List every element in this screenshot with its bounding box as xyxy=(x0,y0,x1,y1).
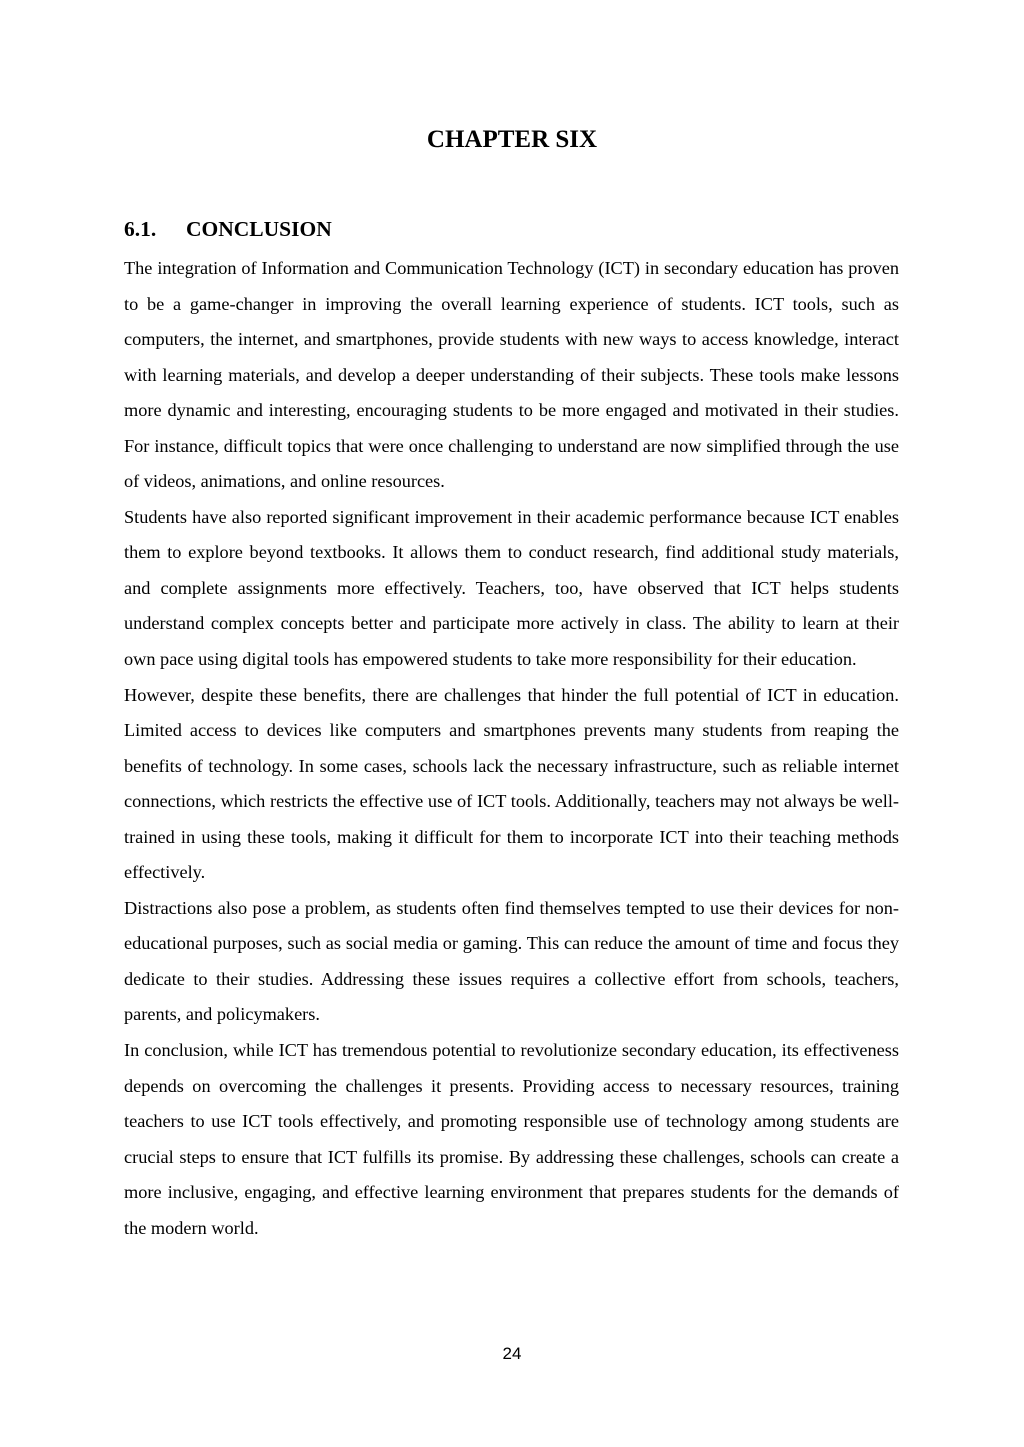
chapter-title: CHAPTER SIX xyxy=(426,126,598,153)
section-title: CONCLUSION xyxy=(186,217,332,241)
paragraph: Students have also reported significant improvement in their academic performance because ICT enables them to explore beyond textbooks. It allows them to conduct research, find additional study materials, and complete assignments more effectively. Teachers, too, have observed that ICT helps students understand complex concepts better and participate more actively in class. The ability to learn at their own pace using digital tools has empowered students to take more responsibility for their education. xyxy=(124,506,899,670)
paragraph: The integration of Information and Communication Technology (ICT) in secondary education has proven to be a game-changer in improving the overall learning experience of students. ICT tools, such as computers, the internet, and smartphones, provide students with new ways to access knowledge, interact with learning materials, and develop a deeper understanding of their subjects. These tools make lessons more dynamic and interesting, encouraging students to be more engaged and motivated in their studies. For instance, difficult topics that were once challenging to understand are now simplified through the use of videos, animations, and online resources. xyxy=(124,258,899,492)
page-number: 24 xyxy=(502,1344,522,1363)
section-number: 6.1. xyxy=(124,217,157,241)
paragraph: Distractions also pose a problem, as students often find themselves tempted to use their devices for non-educational purposes, such as social media or gaming. This can reduce the amount of time and focus they dedicate to their studies. Addressing these issues requires a collective effort from schools, teachers, parents, and policymakers. xyxy=(124,897,899,1025)
body-text xyxy=(124,251,899,1246)
section-heading xyxy=(124,212,332,246)
paragraph: However, despite these benefits, there are challenges that hinder the full potential of ICT in education. Limited access to devices like computers and smartphones prevents many students from reaping the benefits of technology. In some cases, schools lack the necessary infrastructure, such as reliable internet connections, which restricts the effective use of ICT tools. Additionally, teachers may not always be well-trained in using these tools, making it difficult for them to incorporate ICT into their teaching methods effectively. xyxy=(124,684,899,883)
paragraph: In conclusion, while ICT has tremendous potential to revolutionize secondary education, its effectiveness depends on overcoming the challenges it presents. Providing access to necessary resources, training teachers to use ICT tools effectively, and promoting responsible use of technology among students are crucial steps to ensure that ICT fulfills its promise. By addressing these challenges, schools can create a more inclusive, engaging, and effective learning environment that prepares students for the demands of the modern world. xyxy=(124,1040,899,1238)
